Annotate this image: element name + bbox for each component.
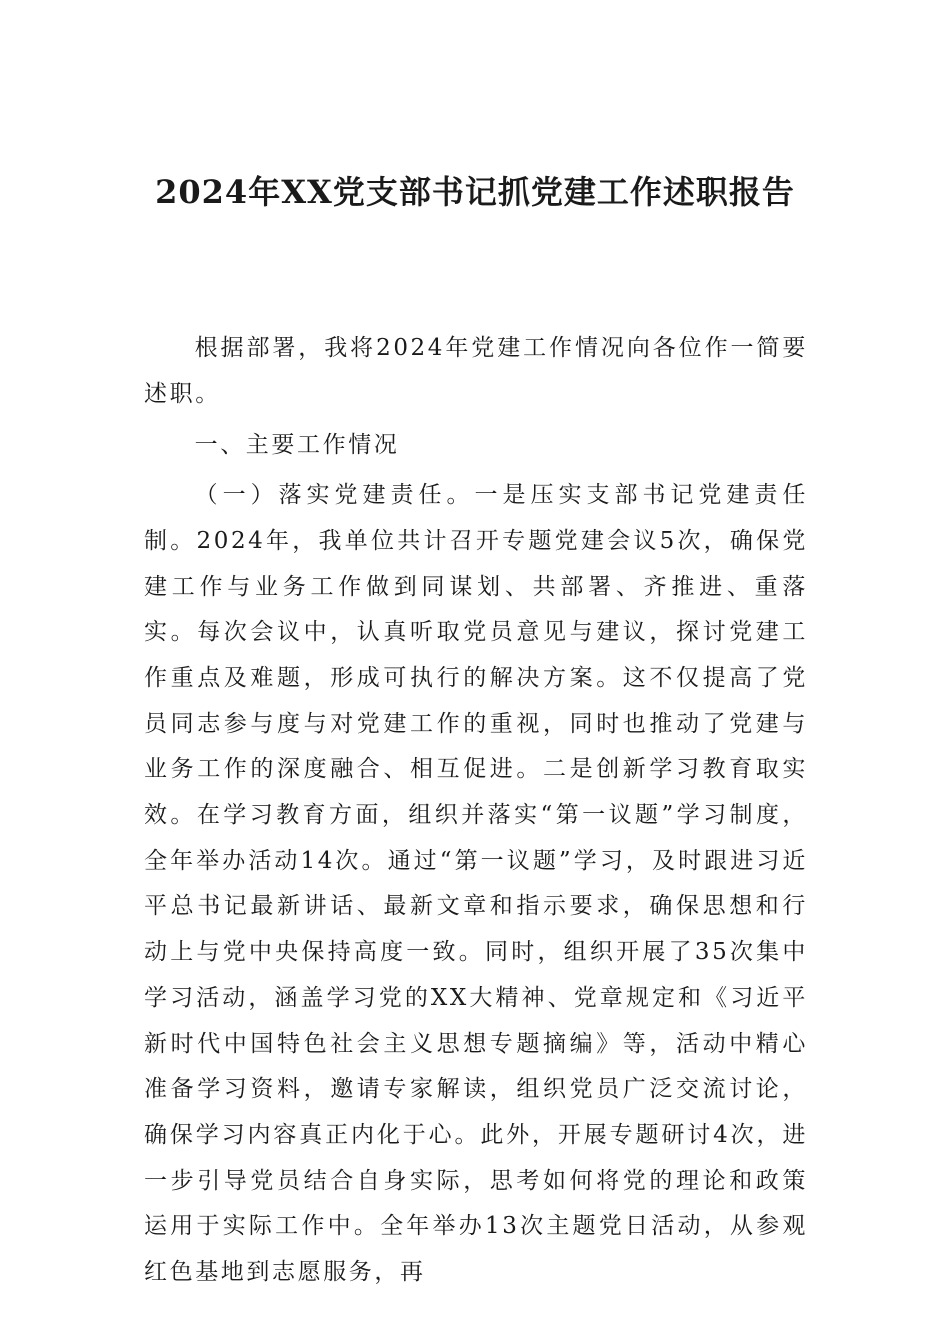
subsection-body: 一是压实支部书记党建责任制。2024年，我单位共计召开专题党建会议5次，确保党建工作与业务工作做到同谋划、共部署、齐推进、重落实。每次会议中，认真听取党员意见与建议，探讨党建工作重点及难题，形成可执行的解决方案。这不仅提高了党员同志参与度与对党建工作的重视，同时也推动了党建与业务工作的深度融合、相互促进。二是创新学习教育取实效。在学习教育方面，组织并落实“第一议题”学习制度，全年举办活动14次。通过“第一议题”学习，及时跟进习近平总书记最新讲话、最新文章和指示要求，确保思想和行动上与党中央保持高度一致。同时，组织开展了35次集中学习活动，涵盖学习党的XX大精神、党章规定和《习近平新时代中国特色社会主义思想专题摘编》等，活动中精心准备学习资料，邀请专家解读，组织党员广泛交流讨论，确保学习内容真正内化于心。此外，开展专题研讨4次，进一步引导党员结合自身实际，思考如何将党的理论和政策运用于实际工作中。全年举办13次主题党日活动，从参观红色基地到志愿服务，再 [144, 482, 808, 1286]
document-body [144, 326, 808, 1296]
subsection-heading: （一）落实党建责任。 [194, 482, 475, 509]
subsection-paragraph [144, 473, 808, 1296]
intro-paragraph: 根据部署，我将2024年党建工作情况向各位作一简要述职。 [144, 335, 808, 407]
section-heading: 一、主要工作情况 [194, 432, 400, 459]
document-title: 2024年XX党支部书记抓党建工作述职报告 [155, 173, 795, 211]
